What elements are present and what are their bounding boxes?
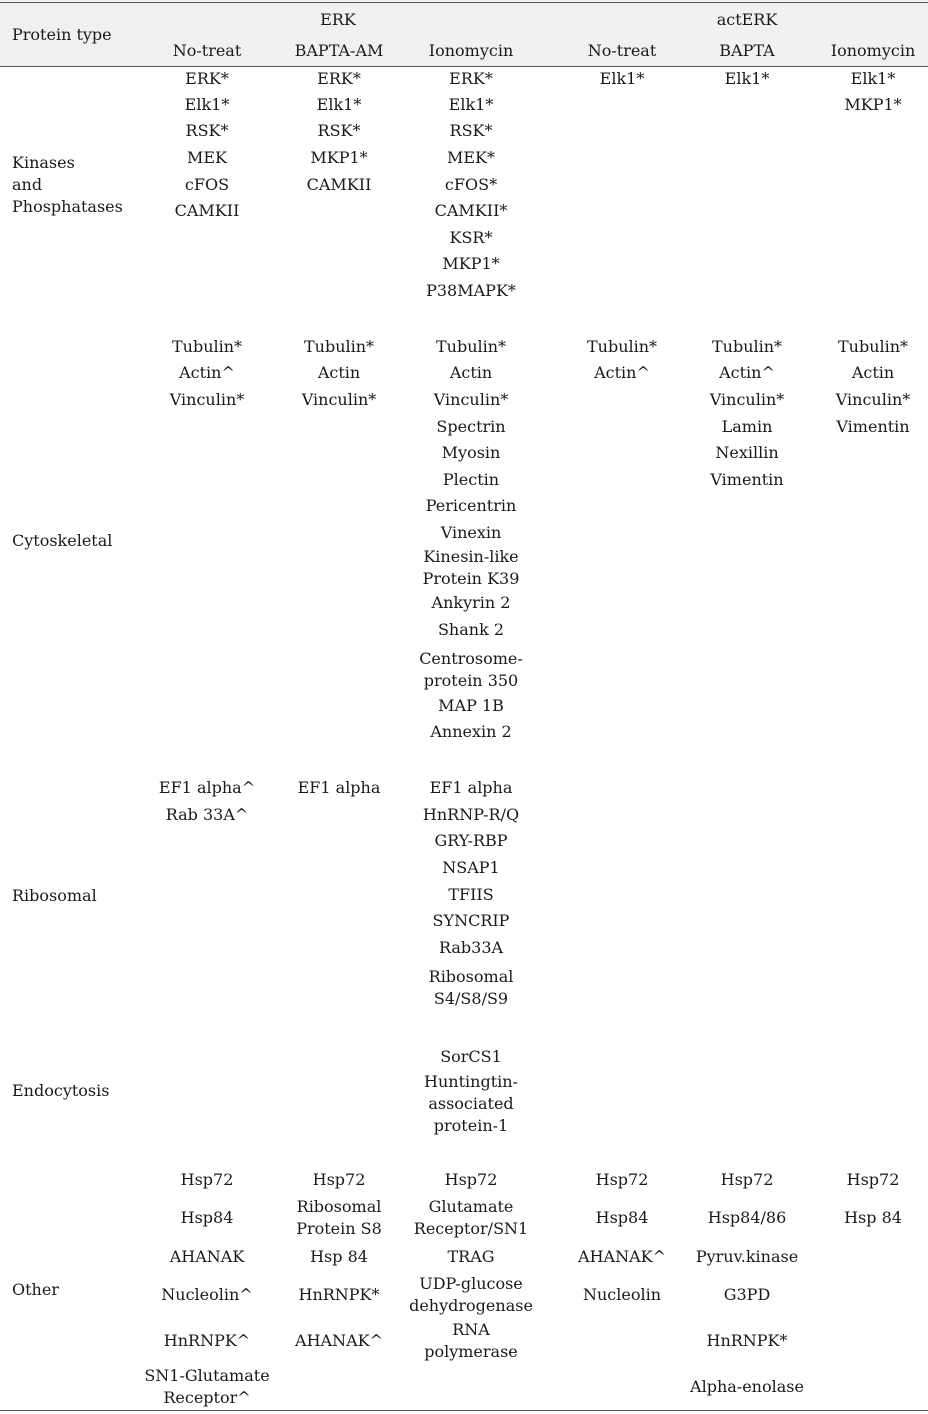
protein-entry: GRY-RBP bbox=[434, 831, 508, 850]
row-label: Cytoskeletal bbox=[12, 531, 113, 550]
protein-entry: ERK* bbox=[449, 69, 493, 88]
protein-entry: Vinculin* bbox=[169, 390, 245, 409]
protein-entry: CAMKII bbox=[306, 175, 372, 194]
protein-entry: MKP1* bbox=[310, 148, 368, 167]
protein-entry: Tubulin* bbox=[303, 337, 375, 356]
protein-entry: Actin bbox=[449, 363, 493, 382]
protein-entry: MKP1* bbox=[844, 95, 902, 114]
protein-entry: Hsp 84 bbox=[310, 1247, 368, 1266]
protein-entry: Elk1* bbox=[448, 95, 494, 114]
protein-entry: Nucleolin bbox=[582, 1285, 662, 1304]
protein-entry: Glutamate Receptor/SN1 bbox=[413, 1197, 529, 1238]
row-label: Kinases bbox=[12, 153, 75, 172]
protein-entry: MKP1* bbox=[442, 254, 500, 273]
protein-entry: Hsp84 bbox=[595, 1208, 649, 1227]
column-header: Ionomycin bbox=[428, 41, 514, 60]
protein-entry: RSK* bbox=[185, 121, 229, 140]
protein-entry: EF1 alpha bbox=[429, 778, 513, 797]
protein-entry: Hsp 84 bbox=[844, 1208, 902, 1227]
protein-entry: Kinesin-like Protein K39 bbox=[422, 547, 520, 588]
protein-entry: HnRNPK* bbox=[298, 1285, 380, 1304]
protein-entry: Elk1* bbox=[184, 95, 230, 114]
protein-entry: AHANAK bbox=[169, 1247, 245, 1266]
top-rule bbox=[0, 2, 928, 3]
protein-entry: Hsp72 bbox=[595, 1170, 649, 1189]
protein-entry: Nucleolin^ bbox=[161, 1285, 253, 1304]
protein-entry: Vimentin bbox=[710, 470, 784, 489]
protein-entry: SorCS1 bbox=[440, 1047, 502, 1066]
column-header: BAPTA-AM bbox=[294, 41, 384, 60]
protein-entry: Centrosome- protein 350 bbox=[419, 649, 523, 690]
protein-entry: Vinculin* bbox=[835, 390, 911, 409]
protein-entry: Shank 2 bbox=[437, 620, 505, 639]
protein-entry: Vinexin bbox=[440, 523, 502, 542]
protein-entry: Actin bbox=[317, 363, 361, 382]
protein-entry: EF1 alpha^ bbox=[158, 778, 256, 797]
header-rule bbox=[0, 66, 928, 67]
protein-entry: Actin^ bbox=[719, 363, 775, 382]
protein-entry: NSAP1 bbox=[442, 858, 500, 877]
protein-entry: Hsp72 bbox=[720, 1170, 774, 1189]
protein-entry: ERK* bbox=[317, 69, 361, 88]
protein-entry: Spectrin bbox=[436, 417, 506, 436]
group-header-acterk: actERK bbox=[716, 10, 778, 29]
protein-entry: Tubulin* bbox=[171, 337, 243, 356]
column-header: BAPTA bbox=[719, 41, 775, 60]
protein-entry: AHANAK^ bbox=[578, 1247, 666, 1266]
protein-entry: ERK* bbox=[185, 69, 229, 88]
protein-entry: KSR* bbox=[449, 228, 493, 247]
protein-type-header: Protein type bbox=[12, 25, 112, 44]
protein-entry: HnRNPK* bbox=[706, 1331, 788, 1350]
protein-entry: Elk1* bbox=[724, 69, 770, 88]
protein-entry: G3PD bbox=[723, 1285, 771, 1304]
column-header: No-treat bbox=[587, 41, 657, 60]
row-label: Phosphatases bbox=[12, 197, 123, 216]
protein-entry: Rab 33A^ bbox=[165, 805, 249, 824]
protein-entry: Alpha-enolase bbox=[690, 1377, 804, 1396]
column-header: No-treat bbox=[172, 41, 242, 60]
protein-entry: HnRNPK^ bbox=[163, 1331, 251, 1350]
protein-entry: Ribosomal Protein S8 bbox=[296, 1197, 382, 1238]
protein-entry: Myosin bbox=[441, 443, 501, 462]
protein-entry: AHANAK^ bbox=[295, 1331, 383, 1350]
protein-entry: Annexin 2 bbox=[430, 722, 512, 741]
protein-entry: Vimentin bbox=[836, 417, 910, 436]
protein-entry: Vinculin* bbox=[709, 390, 785, 409]
column-header: Ionomycin bbox=[830, 41, 916, 60]
protein-entry: Vinculin* bbox=[301, 390, 377, 409]
protein-entry: Pericentrin bbox=[425, 496, 517, 515]
protein-entry: Ankyrin 2 bbox=[431, 593, 511, 612]
row-label: Endocytosis bbox=[12, 1081, 110, 1100]
protein-entry: HnRNP-R/Q bbox=[422, 805, 520, 824]
protein-entry: Ribosomal S4/S8/S9 bbox=[428, 967, 514, 1008]
row-label: Other bbox=[12, 1280, 59, 1299]
protein-entry: MAP 1B bbox=[438, 696, 504, 715]
protein-entry: Nexillin bbox=[715, 443, 779, 462]
protein-entry: Hsp72 bbox=[846, 1170, 900, 1189]
protein-entry: TRAG bbox=[447, 1247, 495, 1266]
protein-entry: Hsp72 bbox=[312, 1170, 366, 1189]
protein-entry: cFOS bbox=[184, 175, 230, 194]
group-header-erk: ERK bbox=[320, 10, 356, 29]
protein-entry: Plectin bbox=[442, 470, 500, 489]
protein-entry: MEK* bbox=[446, 148, 496, 167]
protein-entry: Hsp72 bbox=[444, 1170, 498, 1189]
protein-entry: Elk1* bbox=[316, 95, 362, 114]
protein-entry: RNA polymerase bbox=[424, 1320, 518, 1361]
protein-entry: MEK bbox=[186, 148, 228, 167]
protein-entry: Huntingtin- associated protein-1 bbox=[424, 1072, 518, 1135]
protein-entry: Lamin bbox=[721, 417, 773, 436]
row-label: Ribosomal bbox=[12, 886, 97, 905]
protein-entry: Pyruv.kinase bbox=[695, 1247, 799, 1266]
protein-entry: EF1 alpha bbox=[297, 778, 381, 797]
protein-entry: Vinculin* bbox=[433, 390, 509, 409]
protein-entry: Tubulin* bbox=[837, 337, 909, 356]
protein-entry: P38MAPK* bbox=[426, 281, 516, 300]
row-label: and bbox=[12, 175, 43, 194]
protein-entry: Tubulin* bbox=[586, 337, 658, 356]
protein-entry: Rab33A bbox=[438, 938, 504, 957]
protein-entry: cFOS* bbox=[444, 175, 498, 194]
protein-entry: SYNCRIP bbox=[432, 911, 510, 930]
protein-entry: Hsp84 bbox=[180, 1208, 234, 1227]
protein-entry: CAMKII* bbox=[434, 201, 508, 220]
protein-entry: RSK* bbox=[449, 121, 493, 140]
protein-entry: Actin^ bbox=[594, 363, 650, 382]
protein-entry: Hsp84/86 bbox=[707, 1208, 787, 1227]
protein-entry: Tubulin* bbox=[711, 337, 783, 356]
protein-entry: SN1-Glutamate Receptor^ bbox=[144, 1366, 270, 1407]
protein-entry: TFIIS bbox=[448, 885, 494, 904]
bottom-rule bbox=[0, 1410, 928, 1411]
protein-entry: Tubulin* bbox=[435, 337, 507, 356]
protein-entry: Elk1* bbox=[599, 69, 645, 88]
protein-entry: RSK* bbox=[317, 121, 361, 140]
protein-entry: Hsp72 bbox=[180, 1170, 234, 1189]
protein-entry: CAMKII bbox=[174, 201, 240, 220]
protein-entry: Elk1* bbox=[850, 69, 896, 88]
protein-entry: Actin bbox=[851, 363, 895, 382]
protein-entry: Actin^ bbox=[179, 363, 235, 382]
protein-entry: UDP-glucose dehydrogenase bbox=[409, 1274, 533, 1315]
